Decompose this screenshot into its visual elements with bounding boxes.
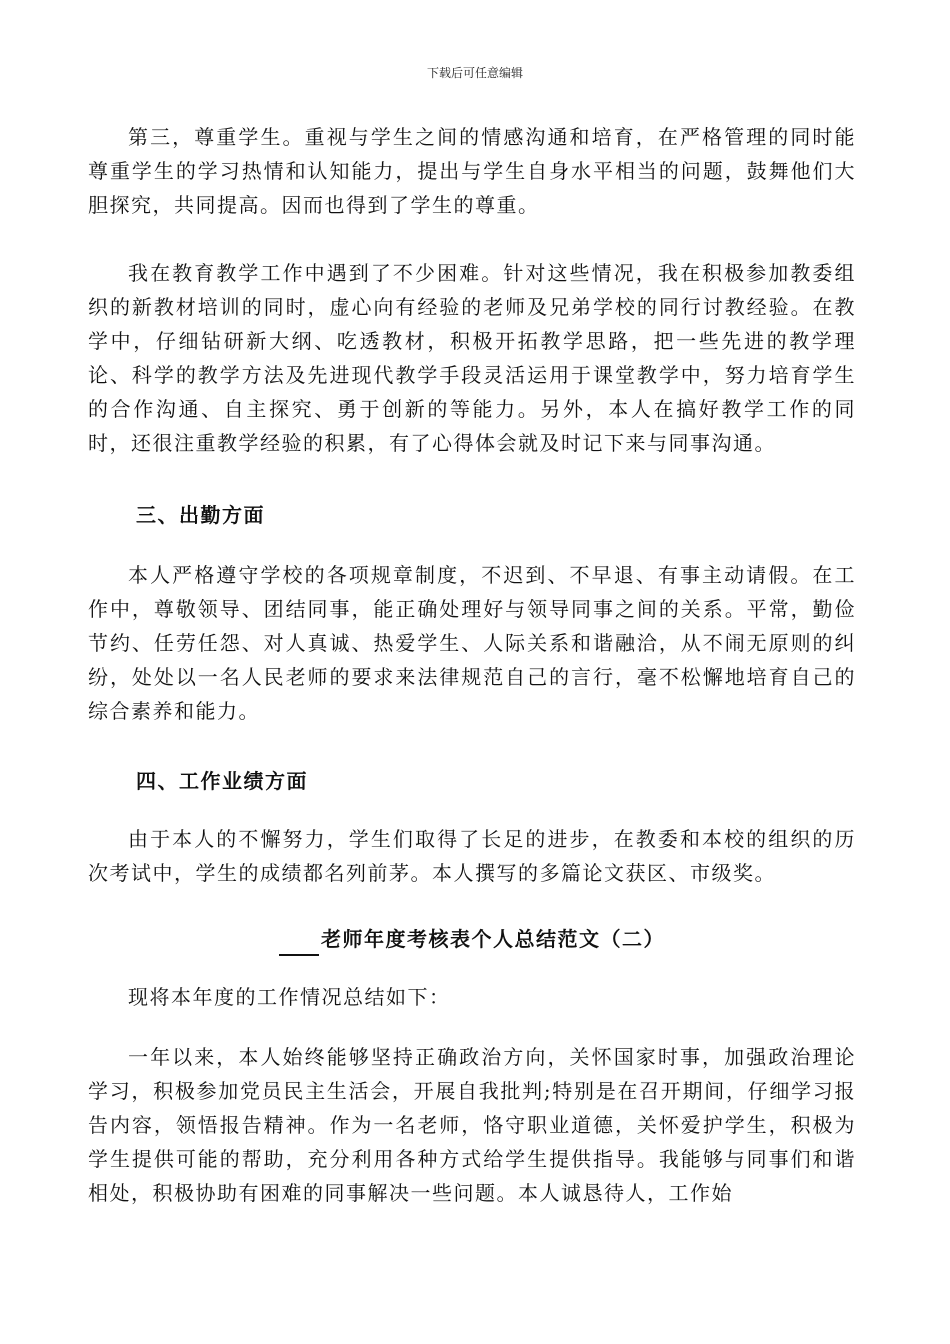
section-heading-attendance-wrap (88, 498, 856, 532)
paragraph-text: 现将本年度的工作情况总结如下： (128, 985, 451, 1009)
paragraph-respect-students (88, 120, 856, 222)
paragraph-text: 本人严格遵守学校的各项规章制度，不迟到、不早退、有事主动请假。在工作中，尊敬领导、团结同事，能正确处理好与领导同事之间的关系。平常，勤俭节约、任劳任怨、对人真诚、热爱学生、人际关系和谐融洽，从不闹无原则的纠纷，处处以一名人民老师的要求来法律规范自己的言行，毫不松懈地培育自己的综合素养和能力。 (88, 563, 856, 723)
section-heading-performance: 四、工作业绩方面 (136, 769, 308, 793)
paragraph-teaching-difficulties (88, 256, 856, 460)
paragraph-attendance (88, 558, 856, 728)
title-blank-line (279, 932, 319, 956)
paragraph-text: 一年以来，本人始终能够坚持正确政治方向，关怀国家时事，加强政治理论学习，积极参加党员民主生活会，开展自我批判;特别是在召开期间，仔细学习报告内容，领悟报告精神。作为一名老师，恪守职业道德，关怀爱护学生，积极为学生提供可能的帮助，充分利用各种方式给学生提供指导。我能够与同事们和谐相处，积极协助有困难的同事解决一些问题。本人诚恳待人，工作始 (88, 1045, 856, 1205)
document-title (88, 922, 856, 956)
paragraph-performance (88, 822, 856, 890)
paragraph-summary-intro (88, 980, 856, 1014)
section-heading-performance-wrap (88, 764, 856, 798)
paragraph-text: 由于本人的不懈努力，学生们取得了长足的进步，在教委和本校的组织的历次考试中，学生的成绩都名列前茅。本人撰写的多篇论文获区、市级奖。 (88, 827, 856, 885)
document-title-wrap (88, 922, 856, 956)
paragraph-text: 第三，尊重学生。重视与学生之间的情感沟通和培育，在严格管理的同时能尊重学生的学习热情和认知能力，提出与学生自身水平相当的问题，鼓舞他们大胆探究，共同提高。因而也得到了学生的尊重。 (88, 125, 856, 217)
page-header-note: 下载后可任意编辑 (426, 66, 523, 80)
document-title-text: 老师年度考核表个人总结范文（二） (321, 927, 665, 951)
section-heading-attendance: 三、出勤方面 (136, 503, 265, 527)
paragraph-text: 我在教育教学工作中遇到了不少困难。针对这些情况，我在积极参加教委组织的新教材培训的同时，虚心向有经验的老师及兄弟学校的同行讨教经验。在教学中，仔细钻研新大纲、吃透教材，积极开拓教学思路，把一些先进的教学理论、科学的教学方法及先进现代教学手段灵活运用于课堂教学中，努力培育学生的合作沟通、自主探究、勇于创新的等能力。另外，本人在搞好教学工作的同时，还很注重教学经验的积累，有了心得体会就及时记下来与同事沟通。 (88, 261, 856, 455)
paragraph-yearly-work (88, 1040, 856, 1210)
